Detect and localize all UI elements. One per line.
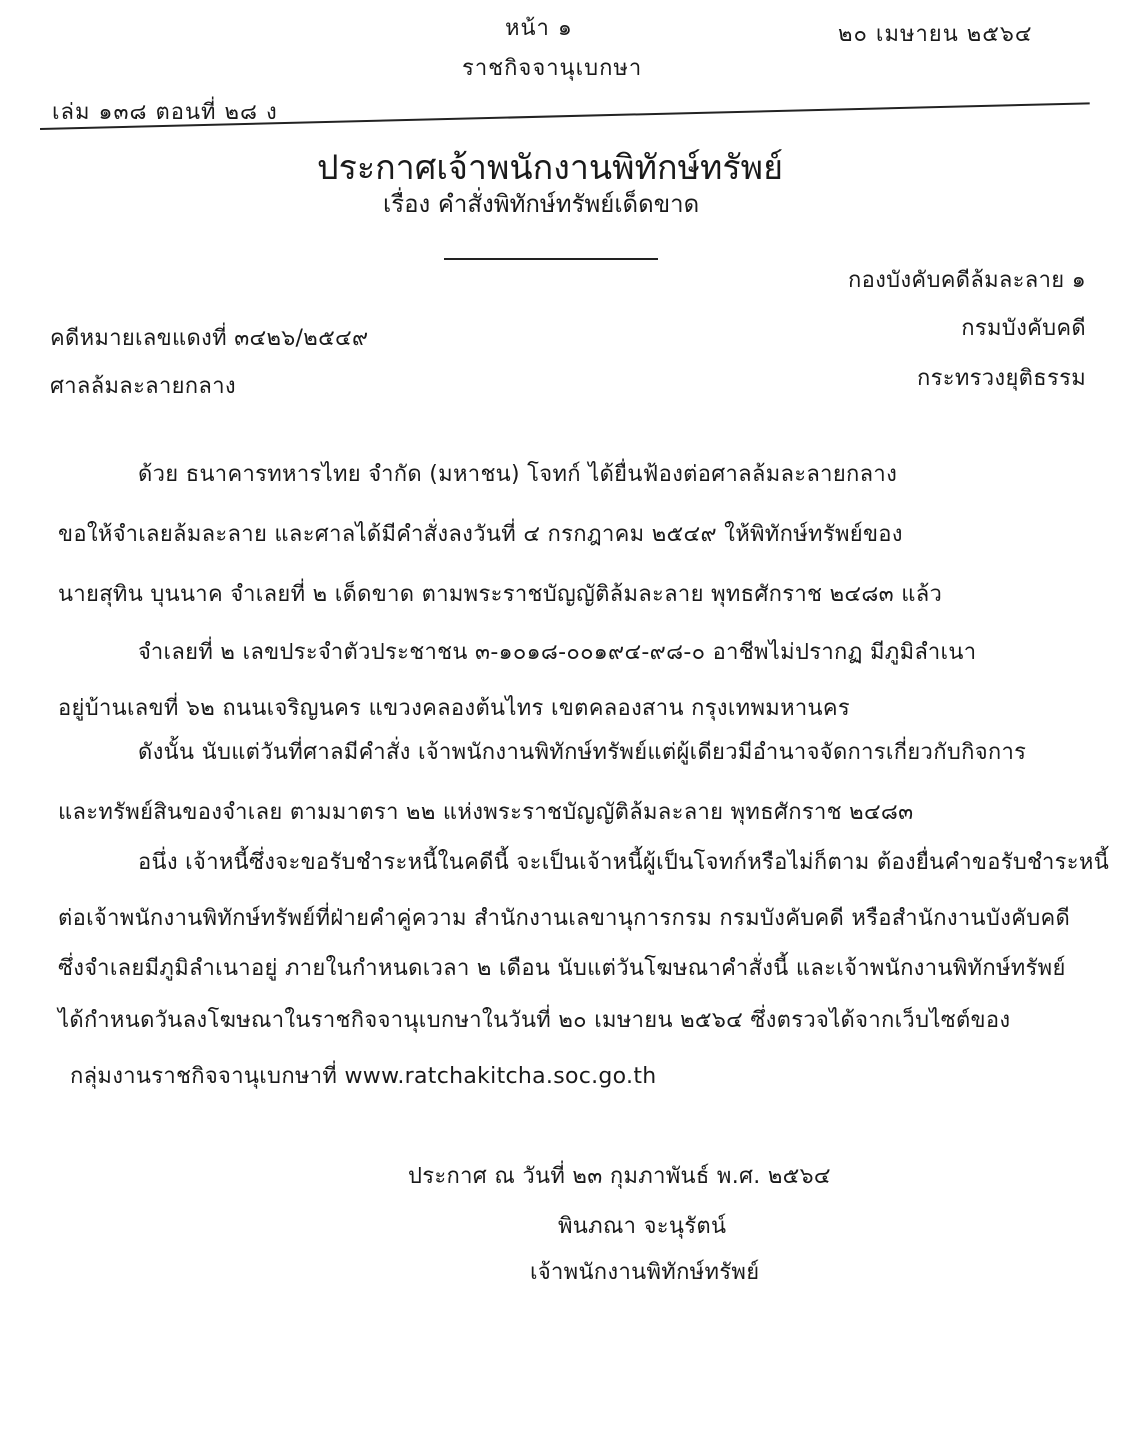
body-line: ได้กำหนดวันลงโฆษณาในราชกิจจานุเบกษาในวันที่ ๒๐ เมษายน ๒๕๖๔ ซึ่งตรวจได้จากเว็บไซต์ของ — [58, 1008, 1011, 1033]
case-number: คดีหมายเลขแดงที่ ๓๔๒๖/๒๕๔๙ — [50, 326, 369, 351]
page-number: หน้า ๑ — [505, 16, 573, 41]
gazette-date: ๒๐ เมษายน ๒๕๖๔ — [838, 22, 1033, 47]
agency-ministry: กระทรวงยุติธรรม — [916, 366, 1086, 391]
announcement-date: ประกาศ ณ วันที่ ๒๓ กุมภาพันธ์ พ.ศ. ๒๕๖๔ — [408, 1164, 831, 1189]
body-line: ขอให้จำเลยล้มละลาย และศาลได้มีคำสั่งลงวันที่ ๔ กรกฎาคม ๒๕๔๙ ให้พิทักษ์ทรัพย์ของ — [58, 522, 903, 547]
gazette-name: ราชกิจจานุเบกษา — [462, 56, 643, 81]
signer-name: พินภณา จะนุรัตน์ — [558, 1214, 727, 1239]
body-line: จำเลยที่ ๒ เลขประจำตัวประชาชน ๓-๑๐๑๘-๐๐๑๙๔-๙๘-๐ อาชีพไม่ปรากฏ มีภูมิลำเนา — [138, 640, 977, 665]
court-name: ศาลล้มละลายกลาง — [50, 374, 236, 399]
body-line: ด้วย ธนาคารทหารไทย จำกัด (มหาชน) โจทก์ ได้ยื่นฟ้องต่อศาลล้มละลายกลาง — [138, 462, 898, 487]
agency-division: กองบังคับคดีล้มละลาย ๑ — [847, 268, 1086, 293]
page-subject: เรื่อง คำสั่งพิทักษ์ทรัพย์เด็ดขาด — [383, 190, 700, 218]
page-title: ประกาศเจ้าพนักงานพิทักษ์ทรัพย์ — [316, 148, 783, 188]
title-underline — [444, 258, 658, 260]
body-line: ดังนั้น นับแต่วันที่ศาลมีคำสั่ง เจ้าพนักงานพิทักษ์ทรัพย์แต่ผู้เดียวมีอำนาจจัดการเกี่ยวกับกิจการ — [138, 740, 1027, 765]
body-line: อยู่บ้านเลขที่ ๖๒ ถนนเจริญนคร แขวงคลองต้นไทร เขตคลองสาน กรุงเทพมหานคร — [58, 696, 851, 721]
body-line: ซึ่งจำเลยมีภูมิลำเนาอยู่ ภายในกำหนดเวลา ๒ เดือน นับแต่วันโฆษณาคำสั่งนี้ และเจ้าพนักงานพิทักษ์ทรัพย์ — [58, 956, 1066, 981]
body-line: กลุ่มงานราชกิจจานุเบกษาที่ www.ratchakitcha.soc.go.th — [70, 1064, 657, 1089]
body-line: และทรัพย์สินของจำเลย ตามมาตรา ๒๒ แห่งพระราชบัญญัติล้มละลาย พุทธศักราช ๒๔๘๓ — [58, 800, 914, 825]
body-line: นายสุทิน บุนนาค จำเลยที่ ๒ เด็ดขาด ตามพระราชบัญญัติล้มละลาย พุทธศักราช ๒๔๘๓ แล้ว — [58, 582, 943, 607]
gazette-volume: เล่ม ๑๓๘ ตอนที่ ๒๘ ง — [52, 100, 278, 125]
body-line: ต่อเจ้าพนักงานพิทักษ์ทรัพย์ที่ฝ่ายคำคู่ความ สำนักงานเลขานุการกรม กรมบังคับคดี หรือสำนักงานบังคับคดี — [58, 906, 1071, 931]
agency-department: กรมบังคับคดี — [961, 316, 1086, 341]
signer-position: เจ้าพนักงานพิทักษ์ทรัพย์ — [530, 1260, 760, 1285]
body-line: อนึ่ง เจ้าหนี้ซึ่งจะขอรับชำระหนี้ในคดีนี้ จะเป็นเจ้าหนี้ผู้เป็นโจทก์หรือไม่ก็ตาม ต้องยื่นคำขอรับชำระหนี้ — [138, 850, 1110, 875]
